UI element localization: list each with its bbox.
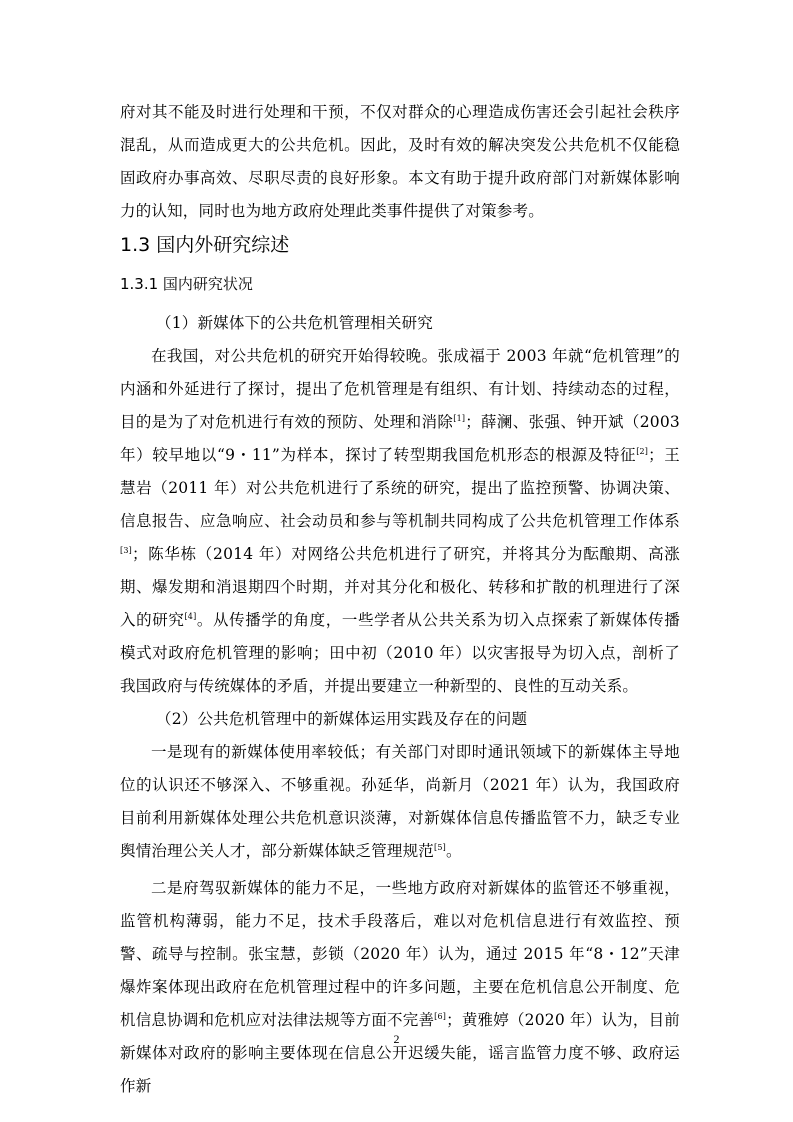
paragraph-1-e: 。从传播学的角度，一些学者从公共关系为切入点探索了新媒体传播模式对政府危机管理的影响；田中初（2010 年）以灾害报导为切入点，剖析了我国政府与传统媒体的矛盾，并提出要建立一种新型的、良性的互动关系。 (120, 611, 680, 695)
section-heading: 1.3 国内外研究综述 (120, 234, 290, 256)
citation-2: [2] (636, 447, 649, 456)
citation-4: [4] (184, 612, 197, 621)
intro-text: 府对其不能及时进行处理和干预，不仅对群众的心理造成伤害还会引起社会秩序混乱，从而造成更大的公共危机。因此，及时有效的解决突发公共危机不仅能稳固政府办事高效、尽职尽责的良好形象。本文有助于提升政府部门对新媒体影响力的认知，同时也为地方政府处理此类事件提供了对策参考。 (120, 103, 680, 220)
paragraph-2-b: 。 (445, 842, 462, 860)
paragraph-1-b: ；薛澜、张强、钟开斌（2003 年）较早地以“9・11”为样本，探讨了转型期我国危机形态的根源及特征 (120, 413, 680, 464)
citation-3: [3] (120, 546, 132, 555)
citation-5: [5] (434, 843, 446, 852)
citation-1: [1] (453, 414, 466, 423)
paragraph-3-a: 二是府驾驭新媒体的能力不足，一些地方政府对新媒体的监管还不够重视，监管机构薄弱，能力不足，技术手段落后，难以对危机信息进行有效监控、预警、疏导与控制。张宝慧，彭锁（2020 年）认为，通过 2015 年“8・12”天津爆炸案体现出政府在危机管理过程中的许多问题，主要在危机信息公开制度、危机信息协调和危机应对法律法规等方面不完善 (120, 879, 680, 1029)
body-text (120, 307, 680, 1103)
paragraph-1 (120, 340, 680, 703)
paragraph-2-a: 一是现有的新媒体使用率较低；有关部门对即时通讯领域下的新媒体主导地位的认识还不够深入、不够重视。孙延华，尚新月（2021 年）认为，我国政府目前利用新媒体处理公共危机意识淡薄，对新媒体信息传播监管不力，缺乏专业舆情治理公关人才，部分新媒体缺乏管理规范 (120, 743, 680, 860)
paragraph-1-a: 在我国，对公共危机的研究开始得较晚。张成福于 2003 年就“危机管理”的内涵和外延进行了探讨，提出了危机管理是有组织、有计划、持续动态的过程，目的是为了对危机进行有效的预防、处理和消除 (120, 347, 680, 431)
paragraph-3-b: ；黄雅婷（2020 年）认为，目前新媒体对政府的影响主要体现在信息公开迟缓失能，谣言监管力度不够、政府运作新 (120, 1011, 680, 1095)
subheading-1: （1）新媒体下的公共危机管理相关研究 (156, 314, 433, 332)
citation-6: [6] (434, 1012, 447, 1021)
subheading-2: （2）公共危机管理中的新媒体运用实践及存在的问题 (156, 710, 528, 728)
paragraph-1-d: ；陈华栋（2014 年）对网络公共危机进行了研究，并将其分为酝酿期、高涨期、爆发期和消退期四个时期，并对其分化和极化、转移和扩散的机理进行了深入的研究 (120, 545, 680, 629)
page-number: 2 (393, 1032, 400, 1046)
paragraph-3 (120, 872, 680, 1103)
paragraph-1-c: ；王慧岩（2011 年）对公共危机进行了系统的研究，提出了监控预警、协调决策、信息报告、应急响应、社会动员和参与等机制共同构成了公共危机管理工作体系 (120, 446, 680, 530)
paragraph-2 (120, 736, 680, 868)
intro-paragraph (120, 96, 680, 228)
subsection-heading: 1.3.1 国内研究状况 (120, 275, 253, 293)
